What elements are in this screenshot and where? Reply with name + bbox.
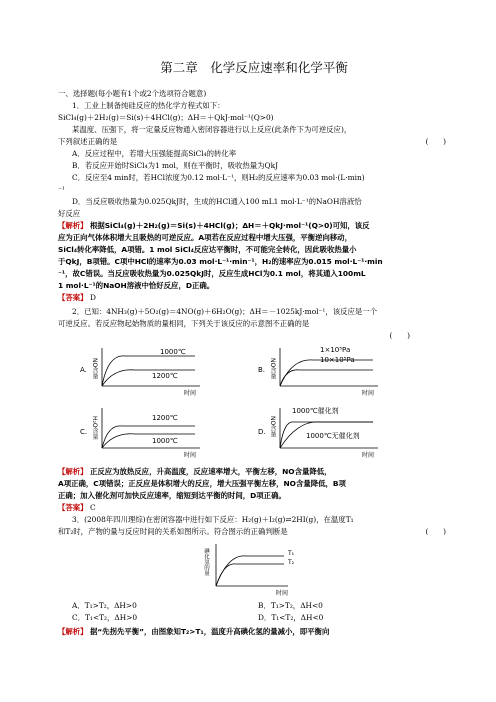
chart-c-svg — [80, 404, 230, 458]
q1-answer — [58, 292, 450, 304]
q3-curve-label-1: T₁ — [288, 550, 295, 557]
chart-a-curve-2 — [102, 370, 195, 386]
q2-answer — [58, 502, 450, 514]
q1-explanation-3: SiCl₄转化率降低，A项错。1 mol SiCl₄反应达平衡时，不可能完全转化，因此吸收热量小 — [58, 245, 357, 254]
chart-b-curve-2 — [280, 370, 373, 386]
q3-option-c: C．T₁<T₂，ΔH>0 — [72, 613, 138, 622]
q1-explanation-4: 于QkJ，B项错。C项中HCl的速率为0.03 mol·L⁻¹·min⁻¹，H₂的速率应为0.015 mol·L⁻¹·min — [58, 257, 383, 266]
chart-a-letter: A. — [80, 366, 87, 374]
q2-explanation-1 — [58, 466, 450, 478]
q1-stem: 1．工业上制备纯硅反应的热化学方程式如下： — [72, 101, 225, 110]
q1-answer-tag: 【答案】 — [58, 293, 88, 302]
q3-explain-tag: 【解析】 — [58, 627, 88, 636]
chart-a-curve-label-2: 1200℃ — [152, 372, 178, 380]
q1-option-d-cont: 好反应 — [58, 209, 81, 218]
chart-d-ylabel: NO含量 — [269, 416, 276, 438]
q3-line2 — [58, 526, 450, 538]
q1-line1: 某温度、压强下，将一定量反应物通入密闭容器进行以上反应(此条件下为可逆反应)， — [72, 125, 352, 134]
q1-explanation-6: 1 mol·L⁻¹的NaOH溶液中恰好反应，D正确。 — [58, 281, 215, 290]
q1-option-a: A．反应过程中，若增大压强能提高SiCl₄的转化率 — [72, 149, 237, 158]
q3-curve-1 — [216, 556, 284, 586]
chart-a-xlabel: 时间 — [184, 390, 197, 397]
q2-chart-a — [80, 344, 230, 396]
chart-b-xlabel: 时间 — [362, 390, 375, 397]
q3-chart-xlabel: 时间 — [276, 590, 289, 597]
chart-c-letter: C. — [80, 428, 88, 436]
q1-option-c-cont: ⁻¹ — [58, 185, 65, 194]
q2-line1: 2．已知：4NH₃(g)＋5O₂(g)＝4NO(g)＋6H₂O(g)；ΔH＝－1025kJ·mol⁻¹，该反应是一个 — [72, 307, 378, 316]
chapter-title: 第二章 化学反应速率和化学平衡 — [160, 60, 348, 75]
chart-b-letter: B. — [258, 366, 266, 374]
q1-explanation-2: 应为正向气体体积增大且吸热的可逆反应。A项若在反应过程中增大压强，平衡逆向移动， — [58, 233, 352, 242]
q3-line2-text: 和T₂时，产物的量与反应时间的关系如图所示。符合图示的正确判断是 — [58, 527, 288, 536]
q2-explain-tag: 【解析】 — [58, 467, 88, 476]
q1-answer-value: D — [89, 293, 96, 302]
q1-option-d: D．当反应吸收热量为0.025QkJ时，生成的HCl通入100 mL1 mol·L⁻¹的NaOH溶液恰 — [72, 197, 362, 206]
q1-explain-tag: 【解析】 — [58, 221, 88, 230]
q3-line1: 3．(2008年四川理综)在密闭容器中进行如下反应：H₂(g)＋I₂(g)⇌2HI(g)，在温度T₁ — [72, 515, 354, 524]
q2-explanation-3: 正确；加入催化剂可加快反应速率，缩短到达平衡的时间，D项正确。 — [58, 491, 286, 500]
chart-b-ylabel: NO含量 — [269, 358, 276, 380]
q2-chart-b — [258, 344, 408, 396]
q2-explanation-2: A项正确，C项错误；正反应是体积增大的反应，增大压强平衡左移，NO含量降低，B项 — [58, 479, 346, 488]
q1-option-c: C．反应至4 min时，若HCl浓度为0.12 mol·L⁻¹，则H₂的反应速率为0.03 mol·(L·min) — [72, 173, 365, 182]
chart-c-curve-label-1: 1200℃ — [152, 414, 178, 422]
q1-answer-paren: ( ) — [425, 137, 446, 146]
chart-c-curve-label-2: 1000℃ — [152, 437, 178, 445]
q1-explanation-1 — [58, 220, 450, 232]
q2-answer-value: C — [89, 503, 96, 512]
q2-chart-d — [258, 404, 408, 458]
q2-line2: 可逆反应。若反应物起始物质的量相同，下列关于该反应的示意图不正确的是 — [58, 319, 310, 328]
chart-d-curve-label-2: 1000℃无催化剂 — [306, 432, 360, 440]
chart-c-curve-2 — [102, 434, 195, 448]
q2-explain-text-1: 正反应为放热反应，升高温度，反应速率增大，平衡左移，NO含量降低， — [89, 467, 332, 476]
q1-option-b: B．若反应开始时SiCl₄为1 mol，则在平衡时，吸收热量为QkJ — [72, 161, 279, 170]
chart-c-xlabel: 时间 — [184, 452, 197, 459]
q3-answer-paren: ( ) — [425, 527, 446, 536]
chart-a-curve-label-1: 1000℃ — [160, 348, 186, 356]
q1-equation: SiCl₄(g)＋2H₂(g)＝Si(s)＋4HCl(g)；ΔH＝＋QkJ·mol⁻¹(Q>0) — [58, 113, 274, 122]
q3-option-a: A．T₁>T₂，ΔH>0 — [72, 601, 137, 610]
q2-chart-c — [80, 404, 230, 458]
chart-d-letter: D. — [258, 428, 266, 436]
q3-chart-ylabel: 碘化氢的量 — [203, 548, 209, 576]
chart-d-xlabel: 时间 — [362, 452, 375, 459]
chart-b-curve-label-1: 1×10⁵Pa — [320, 346, 351, 354]
q1-line2-text: 下列叙述正确的是 — [58, 137, 118, 146]
q1-explanation-5: ⁻¹，故C错误。当反应吸收热量为0.025QkJ时，反应生成HCl为0.1 mol，将其通入100mL — [58, 269, 366, 278]
q3-curve-label-2: T₂ — [288, 559, 295, 566]
q2-answer-paren: ( ) — [389, 331, 410, 340]
q1-explain-text-1: 根据SiCl₄(g)＋2H₂(g)＝Si(s)＋4HCl(g)；ΔH＝＋QkJ·mol⁻¹(Q>0)可知，该反 — [89, 221, 370, 230]
chart-d-curve-label-1: 1000℃催化剂 — [292, 407, 339, 415]
q1-line2 — [58, 136, 450, 148]
q3-explain-text-1: 据“先拐先平衡”，由图象知T₂>T₁，温度升高碘化氢的量减小，即平衡向 — [89, 627, 330, 636]
q3-chart-svg — [198, 540, 308, 596]
section-heading: 一、选择题(每小题有1个或2个选项符合题意) — [58, 89, 207, 98]
q3-explanation-1 — [58, 626, 450, 638]
chart-a-ylabel: NO含量 — [91, 358, 98, 380]
q3-curve-2 — [216, 564, 284, 586]
chart-a-curve-1 — [102, 356, 195, 386]
chart-a-svg — [80, 344, 230, 396]
q3-option-b: B．T₁>T₂，ΔH<0 — [258, 601, 323, 610]
q3-option-d: D．T₁<T₂，ΔH<0 — [258, 613, 324, 622]
q2-answer-tag: 【答案】 — [58, 503, 88, 512]
chart-b-curve-label-2: 10×10⁵Pa — [320, 356, 355, 364]
chart-c-ylabel: H₂O含量 — [91, 416, 98, 440]
q3-chart — [198, 540, 308, 596]
